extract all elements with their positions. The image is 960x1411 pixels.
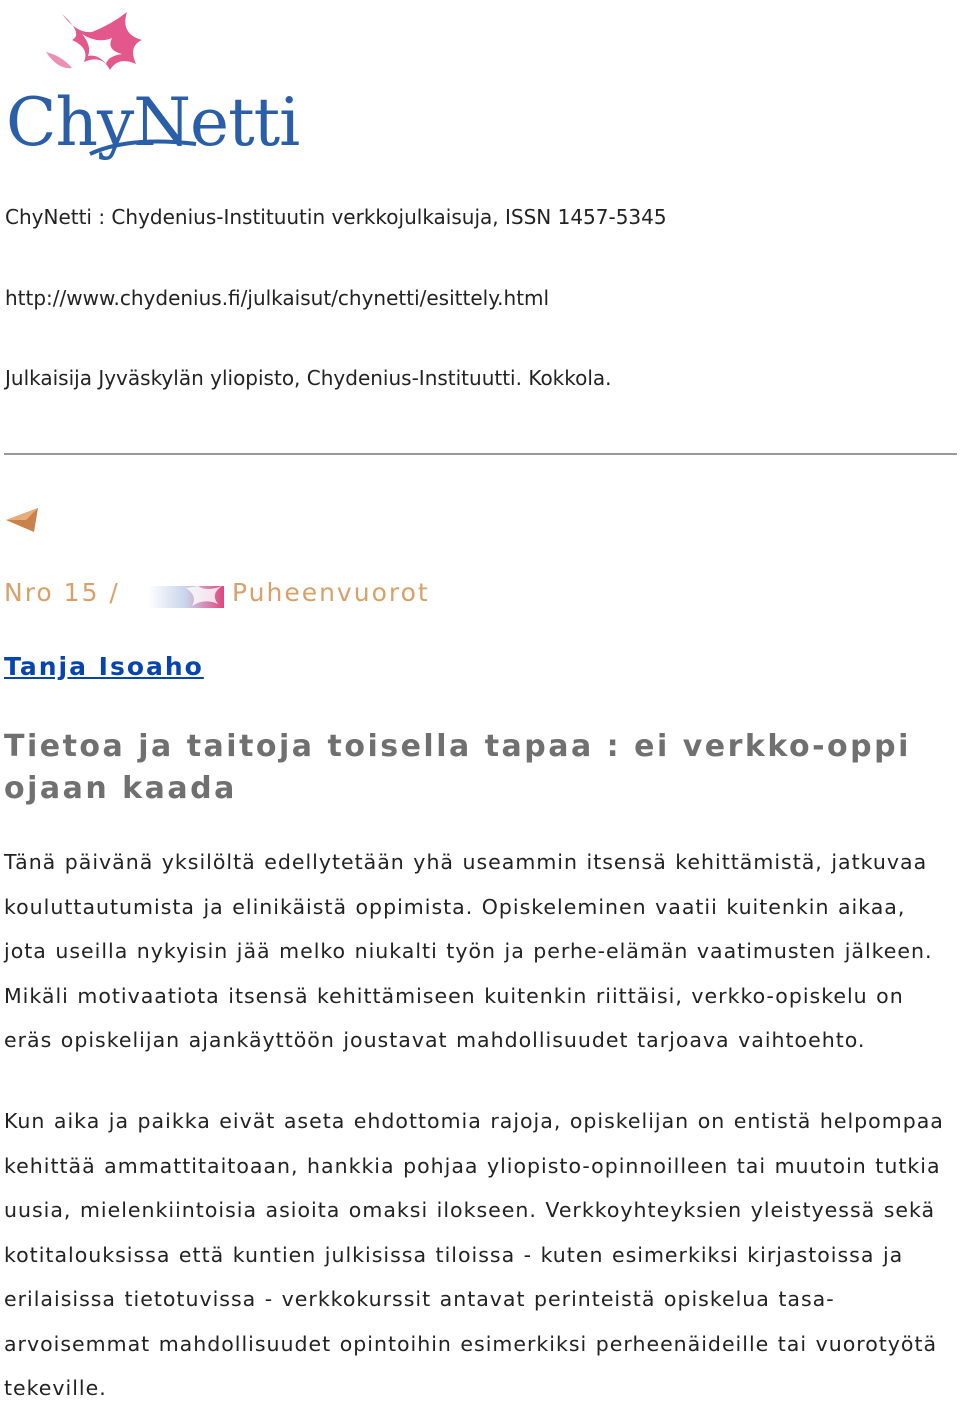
logo-text-netti: Netti [133, 84, 300, 161]
publication-url[interactable]: http://www.chydenius.fi/julkaisut/chynetti/esittely.html [5, 286, 550, 310]
section-name: Puheenvuorot [232, 578, 430, 607]
article-title: Tietoa ja taitoja toisella tapaa : ei verkko-oppi ojaan kaada [4, 729, 911, 806]
divider [4, 453, 957, 455]
author-link[interactable]: Tanja Isoaho [4, 652, 204, 681]
section-banner-icon [148, 582, 224, 612]
chynetti-logo [4, 4, 300, 166]
paragraph: Tänä päivänä yksilöltä edellytetään yhä useammin itsensä kehittämistä, jatkuvaa kouluttautumista ja elinikäistä oppimista. Opiskeleminen vaatii kuitenkin aikaa, jota useilla nykyisin jää melko niukalti työn ja perhe-elämän vaatimusten jälkeen. Mikäli motivaatiota itsensä kehittämiseen kuitenkin riittäisi, verkko-opiskelu on eräs opiskelijan ajankäyttöön joustavat mahdollisuudet tarjoava vaihtoehto. [4, 850, 933, 1052]
publication-info: ChyNetti : Chydenius-Instituutin verkkojulkaisuja, ISSN 1457-5345 [5, 205, 667, 229]
logo-swoosh-icon [88, 134, 198, 164]
logo-flame-icon [32, 4, 182, 94]
issue-number: Nro 15 / [4, 578, 120, 607]
back-button[interactable] [4, 504, 40, 534]
logo-text-chy: Chy [6, 84, 134, 161]
paragraph: Kun aika ja paikka eivät aseta ehdottomia rajoja, opiskelijan on entistä helpompaa kehittää ammattitaitoaan, hankkia pohjaa yliopisto-opinnoilleen tai muutoin tutkia uusia, mielenkiintoisia asioita omaksi ilokseen. Verkkoyhteyksien yleistyessä sekä kotitalouksissa että kuntien julkisissa tiloissa - kuten esimerkiksi kirjastoissa ja erilaisissa tietotuvissa - verkkokurssit antavat perinteistä opiskelua tasa-arvoisemmat mahdollisuudet opintoihin esimerkiksi perheenäideille tai vuorotyötä tekeville. [4, 1109, 944, 1400]
publisher-info: Julkaisija Jyväskylän yliopisto, Chydenius-Instituutti. Kokkola. [5, 366, 612, 390]
back-arrow-icon [4, 504, 40, 534]
